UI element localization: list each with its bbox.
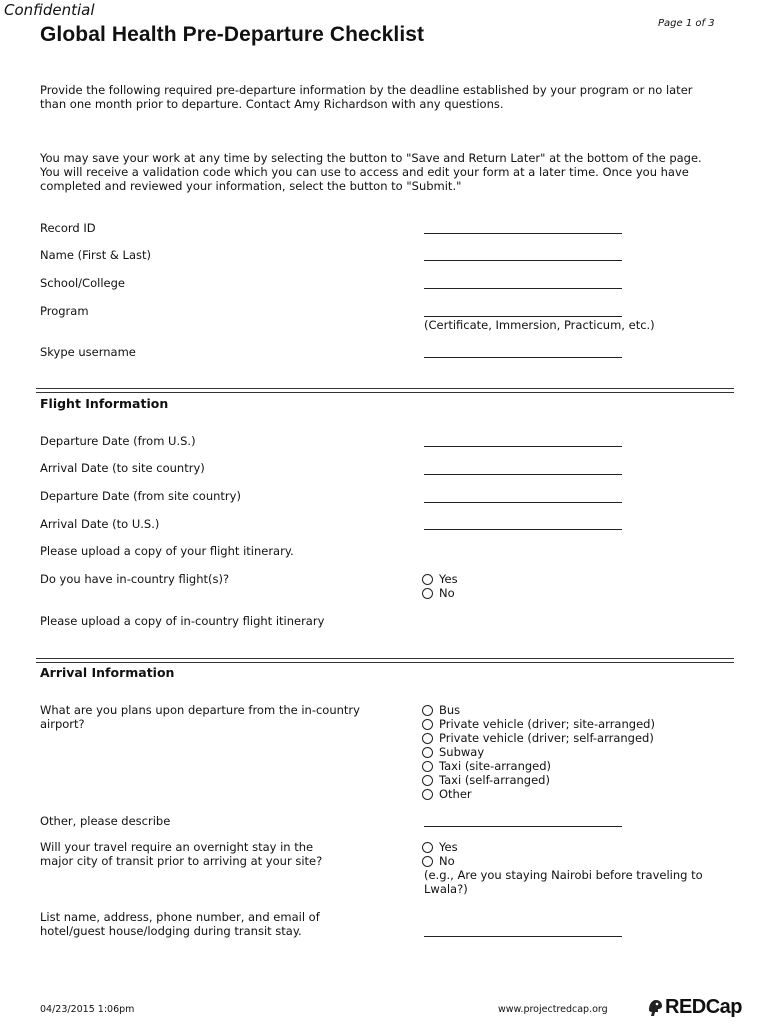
page-title: Global Health Pre-Departure Checklist (40, 23, 425, 46)
redcap-logo-text: REDCap (665, 996, 743, 1018)
radio-option[interactable] (422, 759, 655, 773)
radio-circle-icon[interactable] (422, 747, 433, 758)
footer-date: 04/23/2015 1:06pm (40, 1004, 135, 1015)
radio-option[interactable] (422, 717, 655, 731)
radio-circle-icon[interactable] (422, 588, 433, 599)
departure-site-label: Departure Date (from site country) (40, 489, 241, 503)
lodging-line1: List name, address, phone number, and email of (40, 910, 320, 924)
lodging-field[interactable] (424, 936, 622, 937)
redcap-logo (646, 996, 742, 1019)
lodging-question (40, 910, 320, 938)
departure-plans-line1: What are you plans upon departure from the in-country (40, 703, 360, 717)
radio-circle-icon[interactable] (422, 842, 433, 853)
program-label: Program (40, 304, 89, 318)
upload-in-country-label: Please upload a copy of in-country flight itinerary (40, 614, 325, 628)
in-country-flights-options (422, 572, 458, 600)
radio-option[interactable] (422, 745, 655, 759)
radio-circle-icon[interactable] (422, 705, 433, 716)
radio-option-label: Private vehicle (driver; site-arranged) (439, 717, 655, 731)
arrival-section-divider (36, 658, 734, 663)
radio-option-label: Taxi (site-arranged) (439, 759, 552, 773)
radio-option-label: Other (439, 787, 472, 801)
school-label: School/College (40, 276, 125, 290)
overnight-hint-line2: Lwala?) (424, 882, 468, 896)
record-id-label: Record ID (40, 221, 96, 235)
radio-circle-icon[interactable] (422, 856, 433, 867)
radio-circle-icon[interactable] (422, 574, 433, 585)
flight-section-title: Flight Information (40, 396, 169, 411)
radio-option-label: Yes (439, 572, 458, 586)
overnight-hint (424, 868, 703, 896)
radio-option[interactable] (422, 572, 458, 586)
other-describe-field[interactable] (424, 826, 622, 827)
footer-url: www.projectredcap.org (498, 1004, 608, 1015)
radio-option[interactable] (422, 840, 458, 854)
other-describe-label: Other, please describe (40, 814, 171, 828)
in-country-flights-question: Do you have in-country flight(s)? (40, 572, 230, 586)
arrival-site-label: Arrival Date (to site country) (40, 461, 205, 475)
radio-option[interactable] (422, 773, 655, 787)
radio-circle-icon[interactable] (422, 719, 433, 730)
arrival-us-label: Arrival Date (to U.S.) (40, 517, 160, 531)
radio-option-label: Yes (439, 840, 458, 854)
program-field[interactable] (424, 316, 622, 317)
intro-paragraph-2 (40, 151, 730, 193)
upload-itinerary-label: Please upload a copy of your flight itinerary. (40, 544, 294, 558)
name-field[interactable] (424, 260, 622, 261)
radio-option-label: Private vehicle (driver; self-arranged) (439, 731, 654, 745)
arrival-section-title: Arrival Information (40, 665, 175, 680)
overnight-hint-line1: (e.g., Are you staying Nairobi before traveling to (424, 868, 703, 882)
radio-option-label: Bus (439, 703, 461, 717)
intro-p2-line3: completed and reviewed your information, select the button to "Submit." (40, 179, 462, 193)
radio-circle-icon[interactable] (422, 733, 433, 744)
intro-p1-line2: than one month prior to departure. Contact Amy Richardson with any questions. (40, 97, 504, 111)
radio-circle-icon[interactable] (422, 789, 433, 800)
overnight-options (422, 840, 458, 868)
departure-site-field[interactable] (424, 502, 622, 503)
radio-option[interactable] (422, 787, 655, 801)
confidential-label: Confidential (4, 1, 95, 19)
intro-p1-line1: Provide the following required pre-departure information by the deadline established by your program or no later (40, 83, 693, 97)
program-hint: (Certificate, Immersion, Practicum, etc.) (424, 318, 655, 332)
radio-option[interactable] (422, 854, 458, 868)
overnight-question (40, 840, 322, 868)
skype-label: Skype username (40, 345, 136, 359)
intro-p2-line2: You will receive a validation code which you can use to access and edit your form at a later time. Once you have (40, 165, 689, 179)
page-number: Page 1 of 3 (658, 18, 715, 29)
departure-plans-question (40, 703, 360, 731)
radio-option-label: Subway (439, 745, 485, 759)
radio-option[interactable] (422, 703, 655, 717)
arrival-us-field[interactable] (424, 529, 622, 530)
redcap-logo-icon (646, 998, 664, 1018)
departure-us-label: Departure Date (from U.S.) (40, 434, 196, 448)
overnight-line2: major city of transit prior to arriving at your site? (40, 854, 323, 868)
radio-option[interactable] (422, 586, 458, 600)
radio-circle-icon[interactable] (422, 775, 433, 786)
radio-option[interactable] (422, 731, 655, 745)
intro-paragraph-1 (40, 83, 730, 111)
lodging-line2: hotel/guest house/lodging during transit stay. (40, 924, 302, 938)
radio-option-label: No (439, 854, 455, 868)
radio-circle-icon[interactable] (422, 761, 433, 772)
intro-p2-line1: You may save your work at any time by selecting the button to "Save and Return Later" at the bottom of the page. (40, 151, 702, 165)
arrival-site-field[interactable] (424, 474, 622, 475)
flight-section-divider (36, 388, 734, 393)
overnight-line1: Will your travel require an overnight stay in the (40, 840, 314, 854)
departure-plans-line2: airport? (40, 717, 85, 731)
record-id-field[interactable] (424, 233, 622, 234)
departure-plans-options (422, 703, 655, 801)
name-label: Name (First & Last) (40, 248, 151, 262)
departure-us-field[interactable] (424, 446, 622, 447)
skype-field[interactable] (424, 357, 622, 358)
radio-option-label: Taxi (self-arranged) (439, 773, 550, 787)
radio-option-label: No (439, 586, 455, 600)
school-field[interactable] (424, 288, 622, 289)
